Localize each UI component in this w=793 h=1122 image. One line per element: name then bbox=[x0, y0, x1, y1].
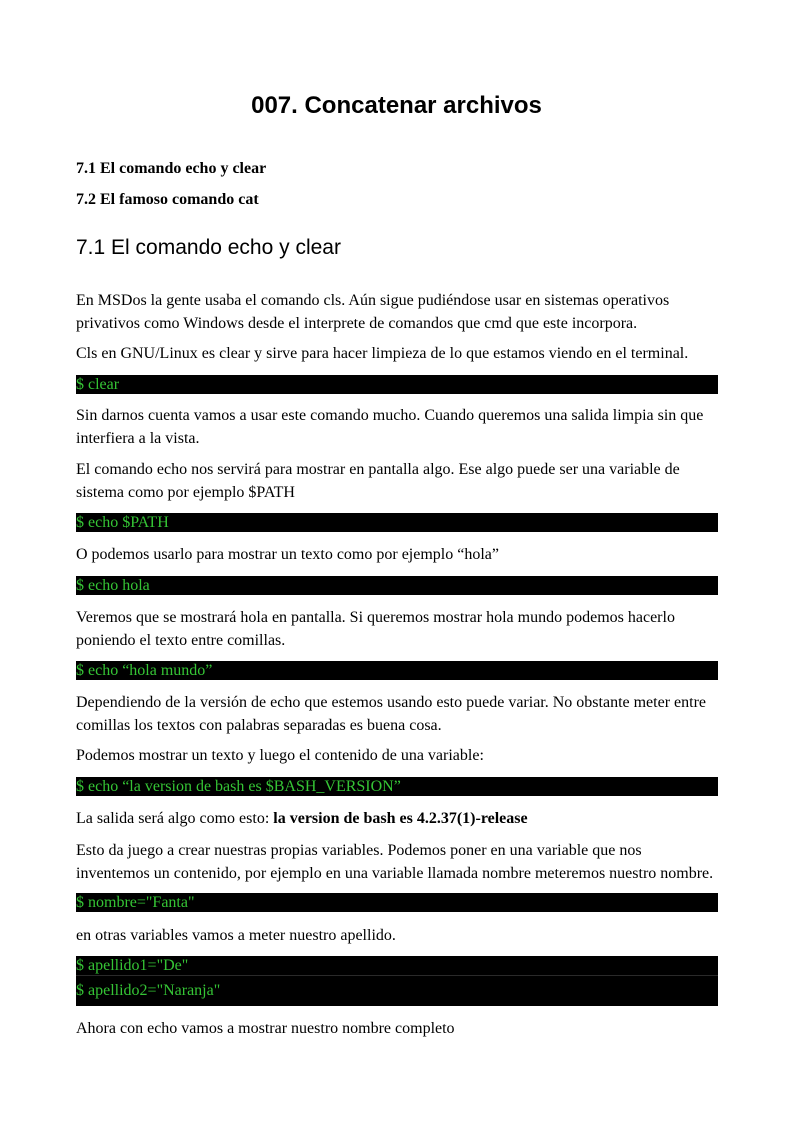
document-title: 007. Concatenar archivos bbox=[251, 92, 542, 119]
code-block-apellido2: $ apellido2="Naranja" bbox=[76, 975, 718, 1006]
paragraph-hola-mundo: Veremos que se mostrará hola en pantalla. Si queremos mostrar hola mundo podemos hacerlo poniendo el texto entre comillas. bbox=[76, 609, 675, 649]
toc-item-cat[interactable]: 7.2 El famoso comando cat bbox=[76, 191, 259, 208]
paragraph-echo-intro: El comando echo nos servirá para mostrar en pantalla algo. Ese algo puede ser una variable de sistema como por ejemplo $PATH bbox=[76, 461, 680, 501]
code-block-clear: $ clear bbox=[76, 375, 718, 394]
paragraph-apellido: en otras variables vamos a meter nuestro apellido. bbox=[76, 927, 396, 944]
code-block-apellido1: $ apellido1="De" bbox=[76, 956, 718, 975]
toc-item-echo-clear[interactable]: 7.1 El comando echo y clear bbox=[76, 160, 267, 177]
paragraph-clear-usage: Sin darnos cuenta vamos a usar este comando mucho. Cuando queremos una salida limpia sin que interfiera a la vista. bbox=[76, 407, 704, 447]
paragraph-output-example bbox=[76, 807, 718, 830]
paragraph-nombre-completo: Ahora con echo vamos a mostrar nuestro nombre completo bbox=[76, 1020, 455, 1037]
paragraph-echo-version: Dependiendo de la versión de echo que estemos usando esto puede variar. No obstante meter entre comillas los textos con palabras separadas es buena cosa. bbox=[76, 694, 707, 734]
output-prefix: La salida será algo como esto: bbox=[76, 810, 274, 827]
paragraph-text-variable: Podemos mostrar un texto y luego el contenido de una variable: bbox=[76, 747, 484, 764]
output-bold: la version de bash es 4.2.37(1)-release bbox=[273, 810, 528, 827]
code-block-echo-hola: $ echo hola bbox=[76, 576, 718, 595]
paragraph-cls-intro: En MSDos la gente usaba el comando cls. Aún sigue pudiéndose usar en sistemas operativos privativos como Windows desde el interprete de comandos que cmd que este incorpora. bbox=[76, 292, 670, 332]
code-block-echo-bash-version: $ echo “la version de bash es $BASH_VERSION” bbox=[76, 777, 718, 796]
code-block-echo-hola-mundo: $ echo “hola mundo” bbox=[76, 661, 718, 680]
paragraph-own-variables: Esto da juego a crear nuestras propias variables. Podemos poner en una variable que nos inventemos un contenido, por ejemplo en una variable llamada nombre meteremos nuestro nombre. bbox=[76, 842, 714, 882]
code-block-echo-path: $ echo $PATH bbox=[76, 513, 718, 532]
paragraph-echo-text: O podemos usarlo para mostrar un texto como por ejemplo “hola” bbox=[76, 546, 499, 563]
paragraph-cls-linux: Cls en GNU/Linux es clear y sirve para hacer limpieza de lo que estamos viendo en el terminal. bbox=[76, 345, 689, 362]
section-heading: 7.1 El comando echo y clear bbox=[76, 236, 341, 259]
code-block-nombre: $ nombre="Fanta" bbox=[76, 893, 718, 912]
